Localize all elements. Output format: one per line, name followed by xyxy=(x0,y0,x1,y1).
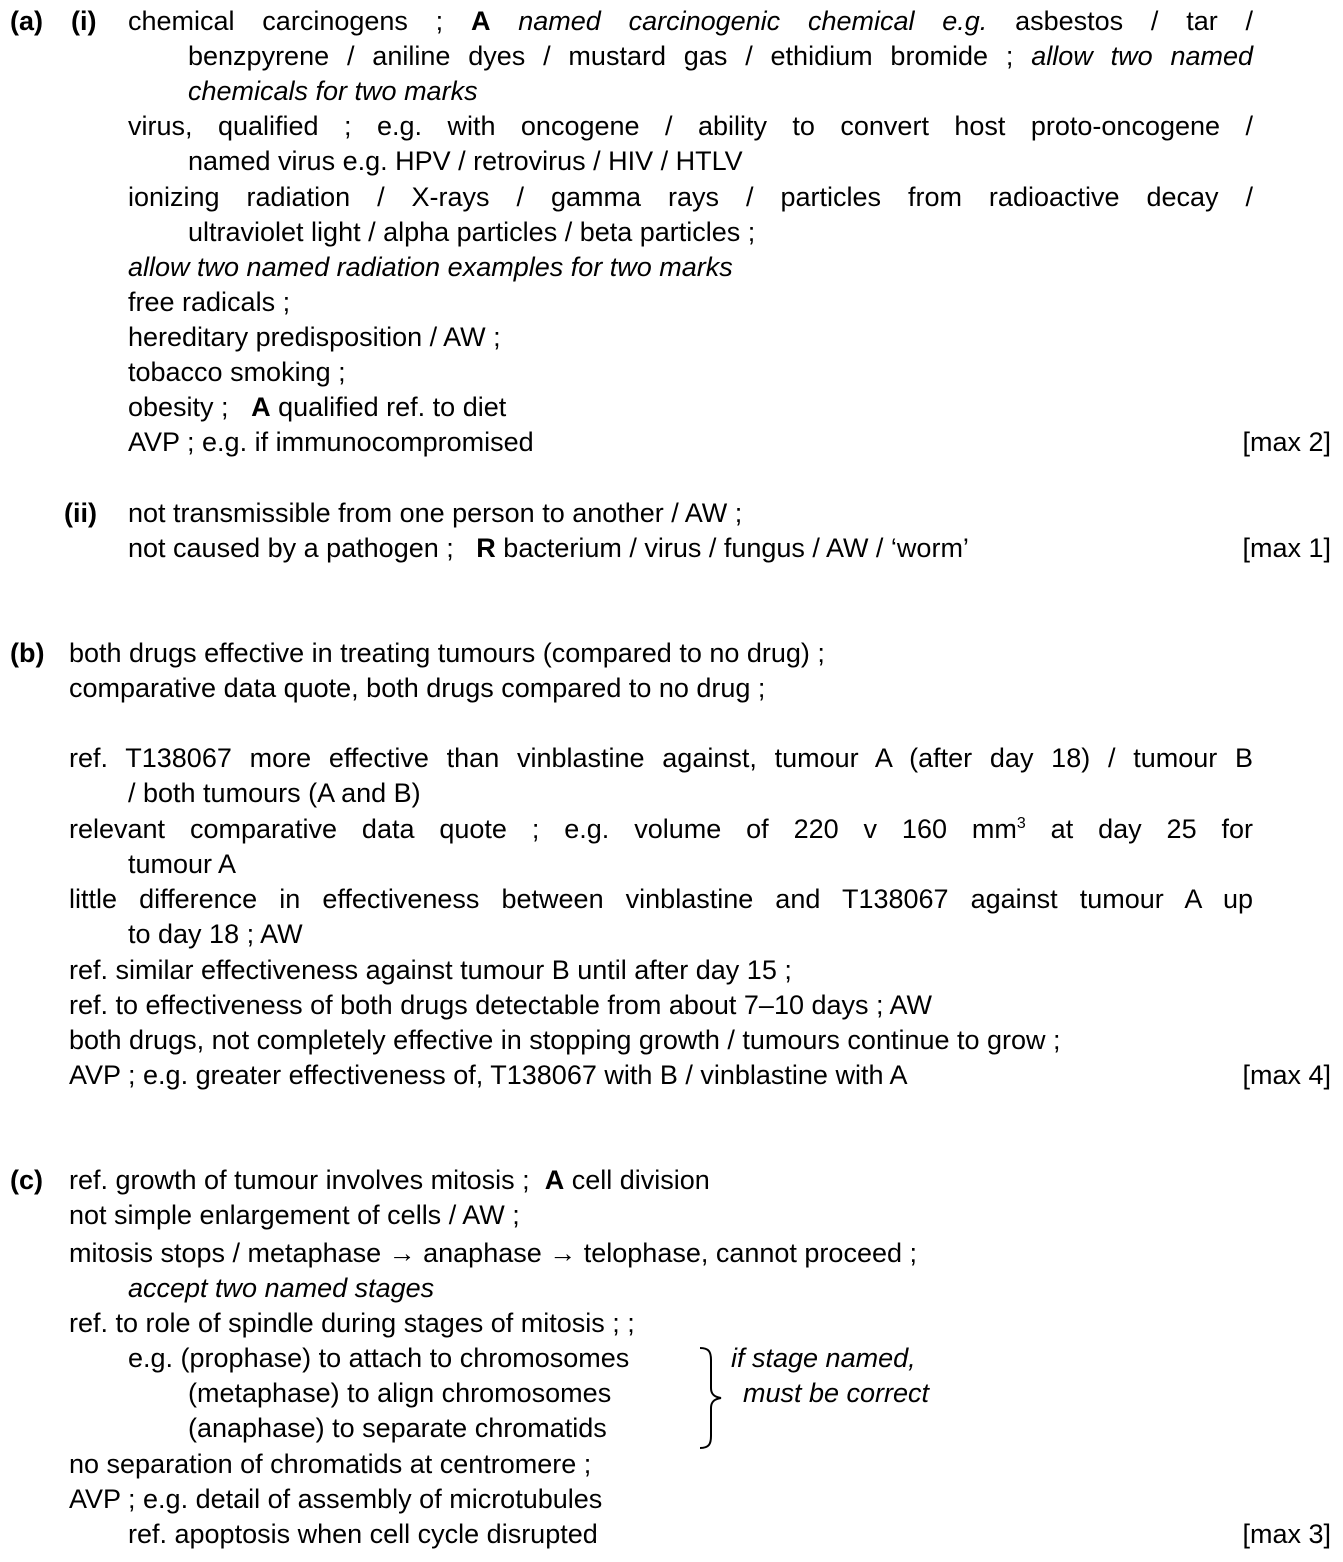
a-i-line-2: benzpyrene / aniline dyes / mustard gas / ethidium bromide ; allow two named xyxy=(188,41,1253,71)
b-mark: [max 4] xyxy=(1242,1060,1331,1090)
part-b-label: (b) xyxy=(10,638,45,668)
a-i-mark: [max 2] xyxy=(1242,427,1331,457)
a-i-line-6: ionizing radiation / X-rays / gamma rays / particles from radioactive decay / xyxy=(128,182,1253,212)
b-line-4: / both tumours (A and B) xyxy=(128,778,421,808)
a-i-line-7: ultraviolet light / alpha particles / beta particles ; xyxy=(188,217,756,247)
c-line-4: accept two named stages xyxy=(128,1273,435,1303)
c-line-2: not simple enlargement of cells / AW ; xyxy=(69,1200,520,1230)
part-c-label: (c) xyxy=(10,1165,43,1195)
c-mark: [max 3] xyxy=(1242,1519,1331,1549)
c-note-2: must be correct xyxy=(743,1378,930,1408)
part-a-ii-label: (ii) xyxy=(64,498,97,528)
c-line-9: no separation of chromatids at centromere ; xyxy=(69,1449,592,1479)
a-i-line-10: hereditary predisposition / AW ; xyxy=(128,322,501,352)
a-i-line-12: obesity ; A qualified ref. to diet xyxy=(128,392,507,422)
b-line-10: ref. to effectiveness of both drugs detectable from about 7–10 days ; AW xyxy=(69,990,933,1020)
c-line-5: ref. to role of spindle during stages of mitosis ; ; xyxy=(69,1308,635,1338)
a-i-line-4: virus, qualified ; e.g. with oncogene / ability to convert host proto-oncogene / xyxy=(128,111,1253,141)
b-line-12: AVP ; e.g. greater effectiveness of, T138067 with B / vinblastine with A xyxy=(69,1060,908,1090)
a-i-line-1: chemical carcinogens ; A named carcinogenic chemical e.g. asbestos / tar / xyxy=(128,6,1253,36)
c-line-3: mitosis stops / metaphase → anaphase → telophase, cannot proceed ; xyxy=(69,1238,917,1268)
b-line-11: both drugs, not completely effective in stopping growth / tumours continue to grow ; xyxy=(69,1025,1061,1055)
c-line-1: ref. growth of tumour involves mitosis ; A cell division xyxy=(69,1165,710,1195)
a-i-line-13: AVP ; e.g. if immunocompromised xyxy=(128,427,534,457)
a-ii-line-2: not caused by a pathogen ; R bacterium / virus / fungus / AW / ‘worm’ xyxy=(128,533,969,563)
b-line-9: ref. similar effectiveness against tumour B until after day 15 ; xyxy=(69,955,792,985)
a-i-line-5: named virus e.g. HPV / retrovirus / HIV / HTLV xyxy=(188,146,743,176)
part-a-label: (a) xyxy=(10,6,43,36)
c-line-7: (metaphase) to align chromosomes xyxy=(188,1378,612,1408)
c-line-6: e.g. (prophase) to attach to chromosomes xyxy=(128,1343,630,1373)
c-line-11: ref. apoptosis when cell cycle disrupted xyxy=(128,1519,598,1549)
a-ii-line-1: not transmissible from one person to another / AW ; xyxy=(128,498,743,528)
a-i-line-11: tobacco smoking ; xyxy=(128,357,346,387)
b-line-6: tumour A xyxy=(128,849,237,879)
c-line-10: AVP ; e.g. detail of assembly of microtubules xyxy=(69,1484,603,1514)
b-line-1: both drugs effective in treating tumours (compared to no drug) ; xyxy=(69,638,825,668)
a-i-line-9: free radicals ; xyxy=(128,287,291,317)
right-brace-icon xyxy=(697,1346,727,1450)
b-line-3: ref. T138067 more effective than vinblastine against, tumour A (after day 18) / tumour B xyxy=(69,743,1253,773)
b-line-8: to day 18 ; AW xyxy=(128,919,303,949)
c-note-1: if stage named, xyxy=(731,1343,916,1373)
a-ii-mark: [max 1] xyxy=(1242,533,1331,563)
b-line-2: comparative data quote, both drugs compared to no drug ; xyxy=(69,673,766,703)
a-i-line-3: chemicals for two marks xyxy=(188,76,478,106)
c-line-8: (anaphase) to separate chromatids xyxy=(188,1413,607,1443)
part-a-i-label: (i) xyxy=(71,6,97,36)
b-line-7: little difference in effectiveness between vinblastine and T138067 against tumour A up xyxy=(69,884,1253,914)
a-i-line-8: allow two named radiation examples for two marks xyxy=(128,252,733,282)
b-line-5: relevant comparative data quote ; e.g. volume of 220 v 160 $mm^3$ at day 25 for xyxy=(69,814,1253,844)
